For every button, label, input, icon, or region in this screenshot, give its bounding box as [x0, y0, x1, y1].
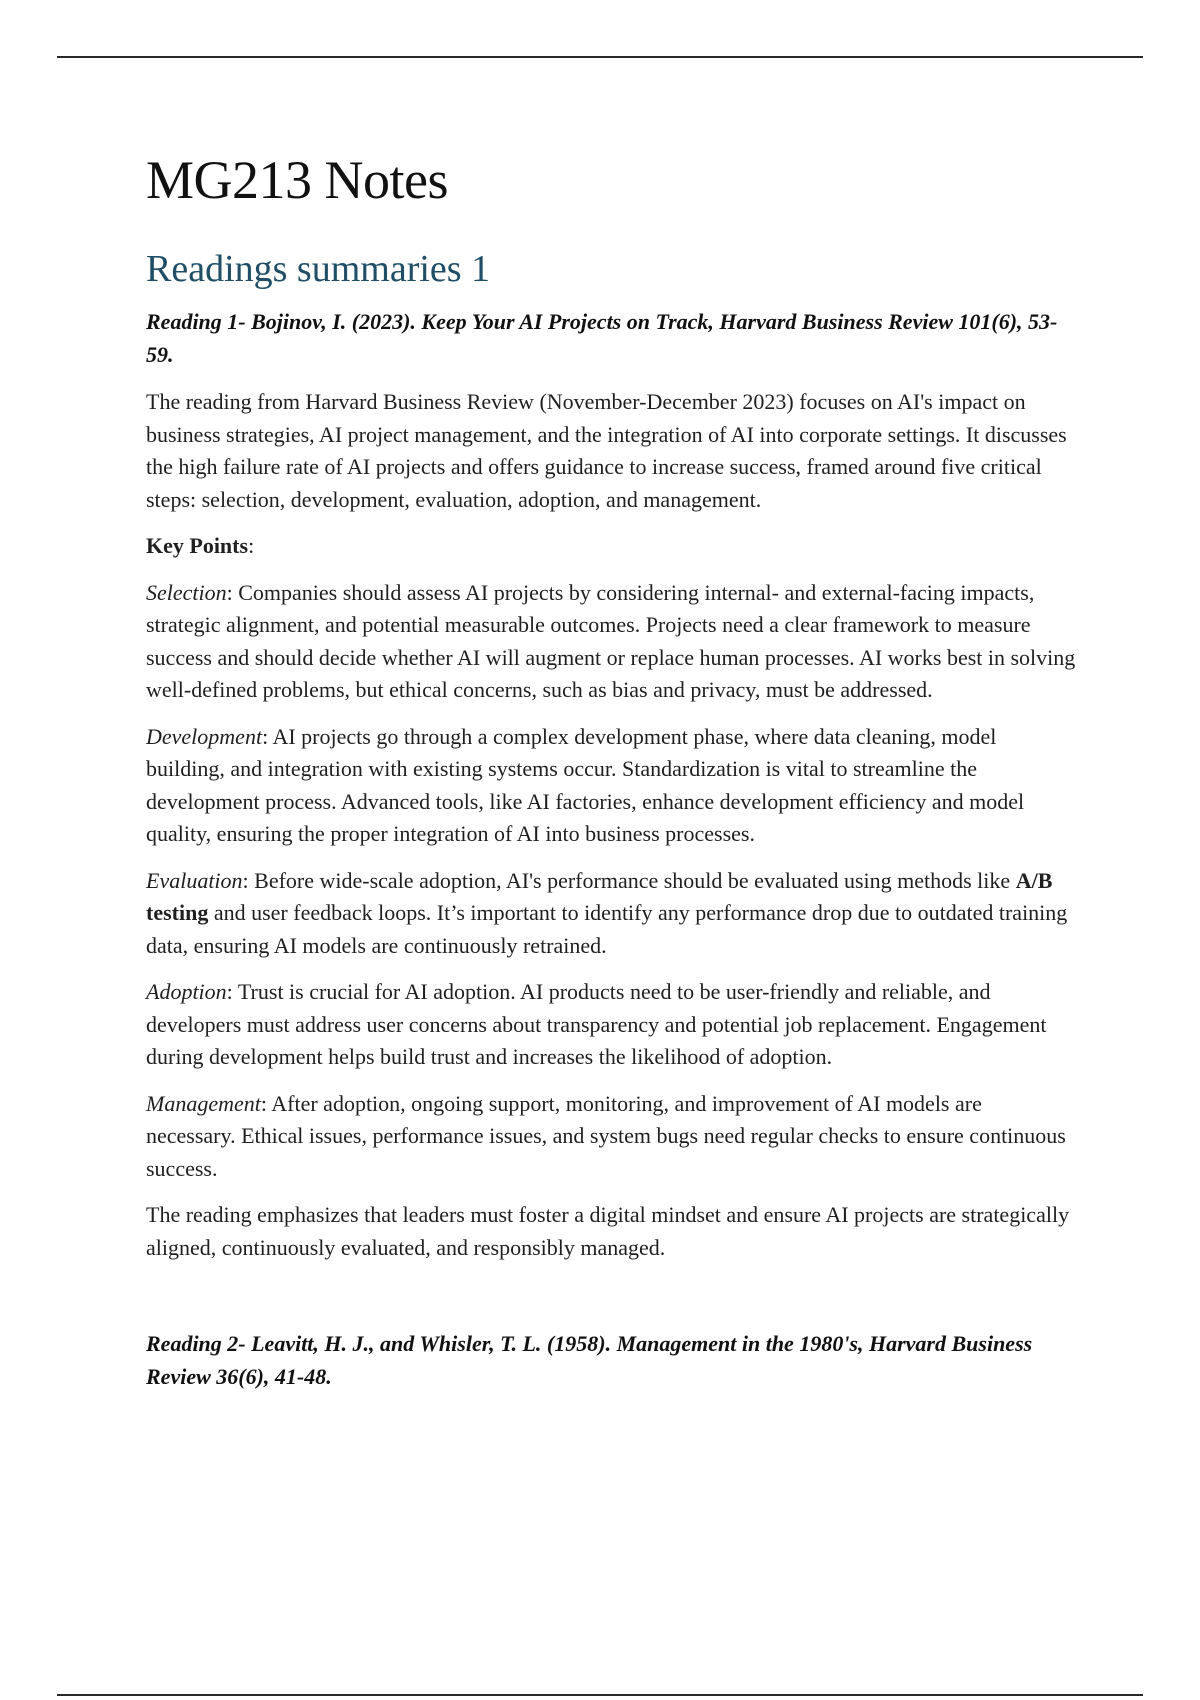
point-evaluation-term: Evaluation [146, 867, 243, 893]
point-evaluation [146, 865, 1076, 963]
key-points-label: Key Points [146, 533, 249, 558]
point-selection [146, 577, 1076, 707]
key-points-heading [146, 530, 1076, 563]
reading-1-intro: The reading from Harvard Business Review (November-December 2023) focuses on AI's impact on business strategies, AI project management, and the integration of AI into corporate settings. It discusses the high failure rate of AI projects and offers guidance to increase success, framed around five critical steps: selection, development, evaluation, adoption, and management. [146, 389, 1067, 512]
reading-2-citation: Reading 2- Leavitt, H. J., and Whisler, T. L. (1958). Management in the 1980's, Harvard Business Review 36(6), 41-48. [146, 1331, 1033, 1389]
bottom-rule [57, 1694, 1143, 1696]
document-title: MG213 Notes [146, 150, 448, 210]
point-management-term: Management [146, 1090, 261, 1116]
point-development-text: : AI projects go through a complex development phase, where data cleaning, model building, and integration with existing systems occur. Standardization is vital to streamline the development process. Advanced tools, like AI factories, enhance development efficiency and model quality, ensuring the proper integration of AI into business processes. [146, 723, 1025, 846]
point-development-term: Development [146, 723, 263, 749]
reading-1-conclusion: The reading emphasizes that leaders must foster a digital mindset and ensure AI projects are strategically aligned, continuously evaluated, and responsibly managed. [146, 1202, 1070, 1260]
point-evaluation-text-after: and user feedback loops. It’s important to identify any performance drop due to outdated training data, ensuring AI models are continuously retrained. [146, 900, 1068, 958]
point-evaluation-text-before: : Before wide-scale adoption, AI's performance should be evaluated using methods like [242, 867, 1016, 893]
key-points-colon: : [248, 533, 255, 558]
point-adoption-text: : Trust is crucial for AI adoption. AI products need to be user-friendly and reliable, and developers must address user concerns about transparency and potential job replacement. Engagement during development helps build trust and increases the likelihood of adoption. [146, 979, 1047, 1069]
point-adoption-term: Adoption [146, 979, 227, 1004]
section-heading: Readings summaries 1 [146, 248, 491, 290]
point-management-text: : After adoption, ongoing support, monitoring, and improvement of AI models are necessary. Ethical issues, performance issues, and system bugs need regular checks to ensure continuous success. [146, 1090, 1066, 1181]
reading-1-citation: Reading 1- Bojinov, I. (2023). Keep Your AI Projects on Track, Harvard Business Review 101(6), 53-59. [146, 309, 1058, 367]
point-management [146, 1088, 1076, 1186]
point-selection-term: Selection [146, 579, 227, 605]
point-development [146, 721, 1076, 851]
point-adoption [146, 976, 1076, 1074]
top-rule [57, 56, 1143, 58]
point-evaluation-bold: A/B testing [146, 867, 1053, 925]
document-body [146, 145, 1076, 1393]
point-selection-text: : Companies should assess AI projects by considering internal- and external-facing impacts, strategic alignment, and potential measurable outcomes. Projects need a clear framework to measure success and should decide whether AI will augment or replace human processes. AI works best in solving well-defined problems, but ethical concerns, such as bias and privacy, must be addressed. [146, 579, 1076, 702]
